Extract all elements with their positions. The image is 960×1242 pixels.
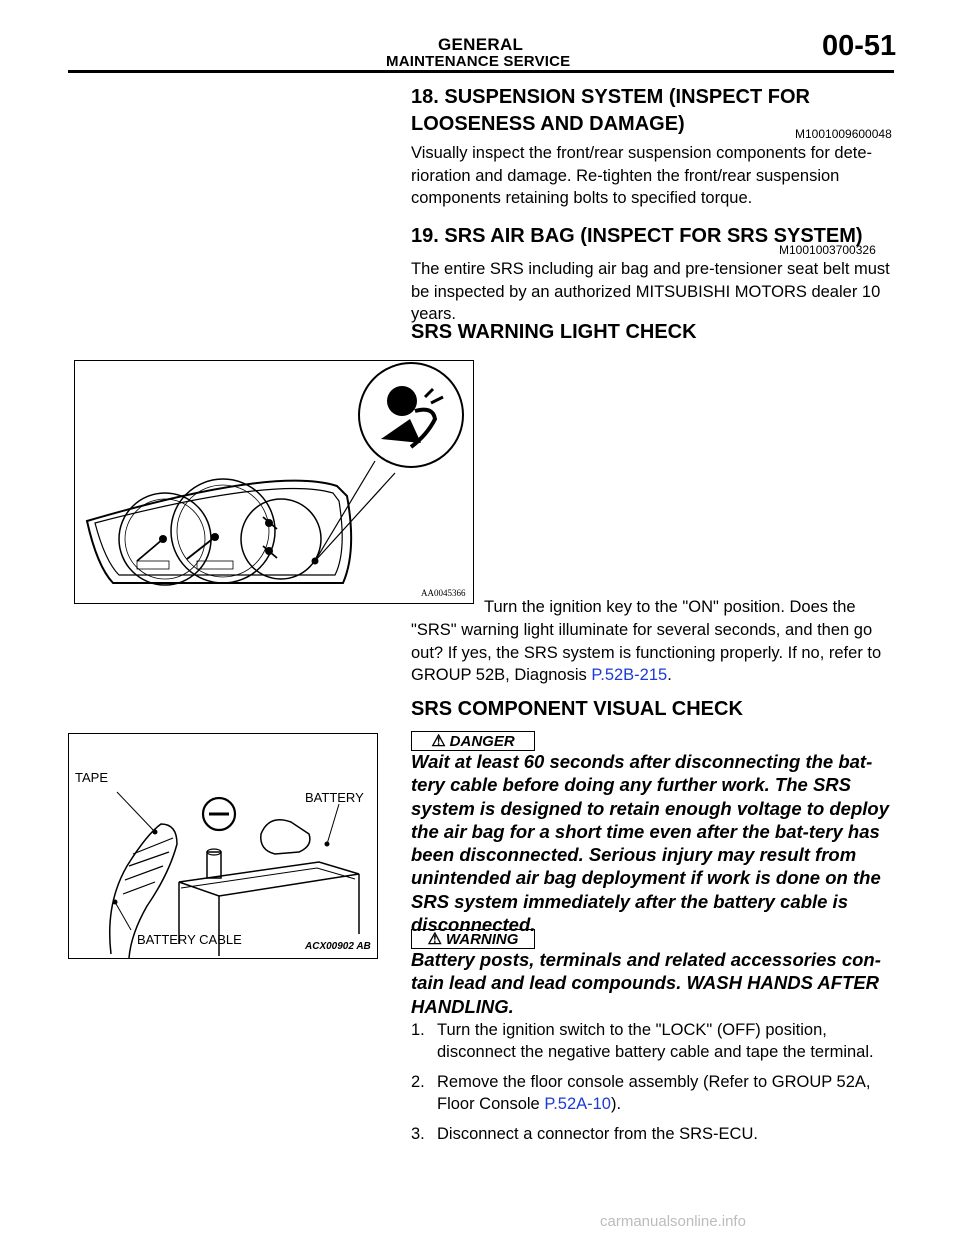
step-number: 1. (411, 1021, 425, 1039)
figure-code-aa0045366: AA0045366 (421, 588, 466, 598)
warning-triangle-icon: ⚠ (431, 733, 446, 750)
battery-figure (68, 733, 378, 959)
section-18-title-line2: LOOSENESS AND DAMAGE) (411, 113, 685, 135)
step-text (437, 1123, 901, 1145)
section-18-code: M1001009600048 (795, 127, 892, 141)
step-item (411, 1123, 901, 1145)
section-19-title: 19. SRS AIR BAG (INSPECT FOR SRS SYSTEM) (411, 225, 863, 247)
label-tape: TAPE (75, 770, 108, 785)
section-19-body: The entire SRS including air bag and pre-tensioner seat belt must be inspected by an authorized MITSUBISHI MOTORS dealer 10 years. (411, 260, 890, 323)
battery-cable-illustration (69, 734, 377, 958)
instrument-cluster-figure (74, 360, 474, 604)
warning-light-body (411, 619, 901, 687)
step-number: 2. (411, 1073, 425, 1091)
warning-label-box (411, 929, 535, 949)
warning-text: Battery posts, terminals and related accessories con-tain lead and lead compounds. WASH HANDS AFTER HANDLING. (411, 949, 881, 1017)
warning-label: WARNING (445, 930, 519, 948)
label-battery: BATTERY (305, 790, 364, 805)
warning-light-body-end: . (667, 666, 672, 684)
label-battery-cable: BATTERY CABLE (137, 932, 242, 947)
step-text (437, 1071, 901, 1115)
warning-triangle-icon: ⚠ (427, 931, 442, 948)
warning-light-body-line1: Turn the ignition key to the "ON" position. Does the (484, 598, 856, 616)
section-title: GENERAL (438, 35, 524, 54)
step-item (411, 1071, 901, 1115)
section-18-title-line1: 18. SUSPENSION SYSTEM (INSPECT FOR (411, 86, 810, 108)
page-number: 00-51 (822, 30, 897, 62)
danger-label: DANGER (449, 732, 515, 750)
step-text-body: Turn the ignition switch to the "LOCK" (OFF) position, disconnect the negative battery cable and tape the terminal. (437, 1021, 874, 1061)
link-p52a-10[interactable]: P.52A-10 (544, 1095, 611, 1113)
step-text (437, 1019, 901, 1063)
figure-code-acx00902: ACX00902 AB (305, 941, 371, 952)
warning-light-body-text: "SRS" warning light illuminate for several seconds, and then go out? If yes, the SRS system is functioning properly. If no, refer to GROUP 52B, Diagnosis (411, 621, 882, 684)
danger-text: Wait at least 60 seconds after disconnecting the bat-tery cable before doing any further work. The SRS system is designed to retain enough voltage to deploy the air bag for a short time even after the bat-tery has been disconnected. Serious injury may result from unintended air bag deployment if work is done on the SRS system immediately after the battery cable is disconnected. (411, 751, 890, 936)
chapter-title: MAINTENANCE SERVICE (386, 53, 571, 70)
step-item (411, 1019, 901, 1063)
component-check-heading: SRS COMPONENT VISUAL CHECK (411, 698, 743, 720)
link-p52b-215[interactable]: P.52B-215 (591, 666, 668, 684)
section-19-code: M1001003700326 (779, 243, 876, 257)
step-text-body: Disconnect a connector from the SRS-ECU. (437, 1125, 758, 1143)
section-18-body: Visually inspect the front/rear suspension components for dete-rioration and damage. Re-tighten the front/rear suspension components retaining bolts to specified torque. (411, 144, 873, 207)
danger-label-box (411, 731, 535, 751)
step-text-end: ). (610, 1095, 622, 1113)
header-rule (68, 70, 894, 73)
steps-list (411, 1019, 901, 1153)
watermark: carmanualsonline.info (600, 1213, 746, 1230)
instrument-cluster-illustration (75, 361, 473, 603)
step-text-body: Remove the floor console assembly (Refer to GROUP 52A, Floor Console (437, 1073, 871, 1113)
warning-light-heading: SRS WARNING LIGHT CHECK (411, 321, 697, 343)
step-number: 3. (411, 1125, 425, 1143)
